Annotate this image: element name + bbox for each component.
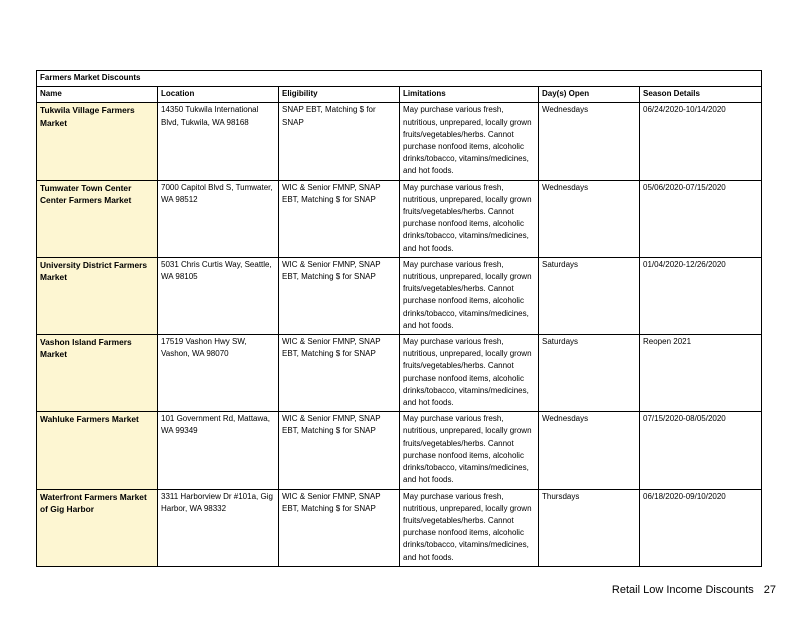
table-row (37, 180, 762, 257)
market-location: 3311 Harborview Dr #101a, Gig Harbor, WA 98332 (158, 489, 279, 566)
market-location: 101 Government Rd, Mattawa, WA 99349 (158, 412, 279, 489)
market-name: University District Farmers Market (37, 257, 158, 334)
table-row (37, 489, 762, 566)
column-header-days-open: Day(s) Open (539, 87, 640, 103)
table-row (37, 103, 762, 180)
market-season: 01/04/2020-12/26/2020 (640, 257, 762, 334)
market-eligibility: WIC & Senior FMNP, SNAP EBT, Matching $ for SNAP (279, 257, 400, 334)
table-row (37, 257, 762, 334)
market-days-open: Saturdays (539, 257, 640, 334)
market-days-open: Thursdays (539, 489, 640, 566)
column-header-location: Location (158, 87, 279, 103)
market-location: 17519 Vashon Hwy SW, Vashon, WA 98070 (158, 335, 279, 412)
market-name: Tukwila Village Farmers Market (37, 103, 158, 180)
farmers-market-discounts-table (36, 70, 762, 567)
market-limitations: May purchase various fresh, nutritious, unprepared, locally grown fruits/vegetables/herbs. Cannot purchase nonfood items, alcoholic drinks/tobacco, vitamins/medicines, and hot foods. (400, 489, 539, 566)
market-limitations: May purchase various fresh, nutritious, unprepared, locally grown fruits/vegetables/herbs. Cannot purchase nonfood items, alcoholic drinks/tobacco, vitamins/medicines, and hot foods. (400, 257, 539, 334)
market-name: Tumwater Town Center Center Farmers Market (37, 180, 158, 257)
market-name: Waterfront Farmers Market of Gig Harbor (37, 489, 158, 566)
market-limitations: May purchase various fresh, nutritious, unprepared, locally grown fruits/vegetables/herbs. Cannot purchase nonfood items, alcoholic drinks/tobacco, vitamins/medicines, and hot foods. (400, 103, 539, 180)
column-header-season-details: Season Details (640, 87, 762, 103)
market-eligibility: SNAP EBT, Matching $ for SNAP (279, 103, 400, 180)
market-days-open: Saturdays (539, 335, 640, 412)
market-limitations: May purchase various fresh, nutritious, unprepared, locally grown fruits/vegetables/herbs. Cannot purchase nonfood items, alcoholic drinks/tobacco, vitamins/medicines, and hot foods. (400, 180, 539, 257)
table-caption: Farmers Market Discounts (37, 71, 762, 87)
market-name: Vashon Island Farmers Market (37, 335, 158, 412)
footer-title: Retail Low Income Discounts (611, 584, 754, 596)
market-days-open: Wednesdays (539, 412, 640, 489)
market-days-open: Wednesdays (539, 180, 640, 257)
page-footer (612, 584, 776, 596)
market-location: 5031 Chris Curtis Way, Seattle, WA 98105 (158, 257, 279, 334)
market-limitations: May purchase various fresh, nutritious, unprepared, locally grown fruits/vegetables/herbs. Cannot purchase nonfood items, alcoholic drinks/tobacco, vitamins/medicines, and hot foods. (400, 335, 539, 412)
table-header-row (37, 87, 762, 103)
table-row (37, 335, 762, 412)
market-eligibility: WIC & Senior FMNP, SNAP EBT, Matching $ for SNAP (279, 180, 400, 257)
market-eligibility: WIC & Senior FMNP, SNAP EBT, Matching $ for SNAP (279, 489, 400, 566)
column-header-name: Name (37, 87, 158, 103)
page-number: 27 (763, 584, 776, 596)
market-limitations: May purchase various fresh, nutritious, unprepared, locally grown fruits/vegetables/herbs. Cannot purchase nonfood items, alcoholic drinks/tobacco, vitamins/medicines, and hot foods. (400, 412, 539, 489)
market-eligibility: WIC & Senior FMNP, SNAP EBT, Matching $ for SNAP (279, 412, 400, 489)
column-header-limitations: Limitations (400, 87, 539, 103)
market-location: 7000 Capitol Blvd S, Tumwater, WA 98512 (158, 180, 279, 257)
market-season: 06/24/2020-10/14/2020 (640, 103, 762, 180)
market-season: 06/18/2020-09/10/2020 (640, 489, 762, 566)
market-season: 07/15/2020-08/05/2020 (640, 412, 762, 489)
table-row (37, 412, 762, 489)
column-header-eligibility: Eligibility (279, 87, 400, 103)
market-days-open: Wednesdays (539, 103, 640, 180)
market-eligibility: WIC & Senior FMNP, SNAP EBT, Matching $ for SNAP (279, 335, 400, 412)
market-name: Wahluke Farmers Market (37, 412, 158, 489)
market-season: Reopen 2021 (640, 335, 762, 412)
market-season: 05/06/2020-07/15/2020 (640, 180, 762, 257)
market-location: 14350 Tukwila International Blvd, Tukwila, WA 98168 (158, 103, 279, 180)
farmers-market-discounts-table-wrap (36, 70, 761, 567)
